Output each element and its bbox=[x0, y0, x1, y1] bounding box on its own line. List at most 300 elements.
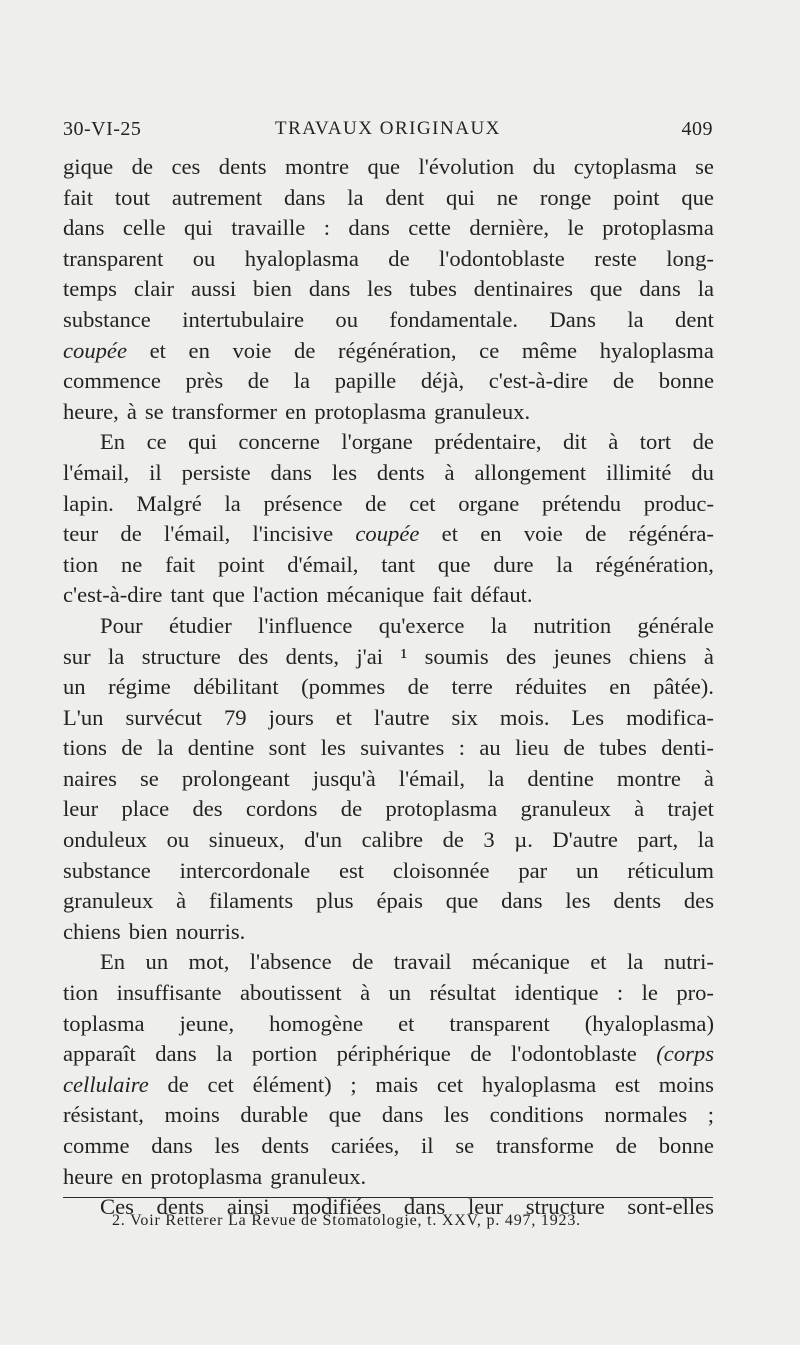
word: de bbox=[294, 337, 316, 363]
word: de bbox=[612, 368, 635, 394]
word: il bbox=[149, 459, 162, 485]
word: conditions bbox=[489, 1102, 584, 1128]
word: ce bbox=[146, 429, 167, 455]
word: est bbox=[338, 857, 365, 883]
word: voie bbox=[523, 521, 563, 547]
text-line bbox=[63, 1039, 714, 1070]
word: l'émail, bbox=[63, 459, 130, 485]
word: la bbox=[157, 735, 174, 761]
text-line bbox=[63, 366, 714, 397]
word: le bbox=[641, 980, 658, 1006]
text-line bbox=[63, 733, 714, 764]
body-text bbox=[63, 152, 714, 1223]
word: se bbox=[139, 765, 159, 791]
word: par bbox=[518, 857, 548, 883]
word: c'est-à-dire bbox=[488, 368, 589, 394]
word: granuleux bbox=[63, 888, 154, 914]
word: substance bbox=[63, 857, 151, 883]
word: bien bbox=[253, 276, 292, 302]
word: place bbox=[121, 796, 170, 822]
word: heure, bbox=[63, 398, 119, 424]
word: que bbox=[212, 582, 245, 608]
running-head-date: 30-VI-25 bbox=[63, 118, 142, 140]
word: celle bbox=[122, 215, 166, 241]
word: allongement bbox=[474, 459, 587, 485]
word: de bbox=[352, 949, 374, 975]
word: jeunes bbox=[553, 643, 612, 669]
word: granuleux. bbox=[270, 1163, 367, 1189]
word: du bbox=[532, 154, 556, 179]
word: bien bbox=[128, 918, 168, 944]
word: autrement bbox=[171, 184, 263, 210]
text-line bbox=[63, 825, 714, 856]
word: ne bbox=[120, 551, 143, 577]
word: dernière, bbox=[469, 215, 550, 241]
word: dents bbox=[376, 459, 425, 485]
word: la bbox=[216, 1041, 233, 1067]
word: jusqu'à bbox=[312, 765, 376, 791]
word: à bbox=[634, 796, 645, 822]
word: de bbox=[120, 521, 142, 547]
word: Malgré bbox=[136, 490, 202, 516]
word: l'odontoblaste bbox=[511, 1041, 637, 1067]
word: persiste bbox=[181, 459, 251, 485]
word: ou bbox=[192, 245, 216, 271]
word: élément) bbox=[252, 1071, 332, 1097]
word: ¹ bbox=[400, 643, 408, 669]
word: la bbox=[627, 306, 644, 332]
word: trajet bbox=[667, 796, 714, 822]
word: se bbox=[144, 398, 164, 424]
word: en bbox=[188, 337, 210, 363]
word: que bbox=[681, 184, 714, 210]
word: que bbox=[437, 551, 471, 577]
footnote-text: 2. Voir Retterer La Revue de Stomatologie, t. XXV, p. 497, 1923. bbox=[112, 1212, 581, 1229]
text-line bbox=[63, 1070, 714, 1101]
word: survécut bbox=[125, 704, 202, 730]
word: un bbox=[63, 674, 86, 700]
word: six bbox=[451, 704, 478, 730]
word: dans bbox=[284, 184, 326, 210]
word: granuleux bbox=[520, 796, 611, 822]
word: gique bbox=[63, 154, 114, 179]
word: suivantes bbox=[360, 735, 445, 761]
word: substance bbox=[63, 306, 151, 332]
word: point bbox=[217, 551, 265, 577]
word: des bbox=[192, 796, 223, 822]
word: sont-elles bbox=[627, 1194, 714, 1220]
word: heure bbox=[63, 1163, 114, 1189]
word: 79 bbox=[223, 704, 247, 730]
word: les bbox=[331, 459, 357, 485]
word: denti- bbox=[661, 735, 714, 761]
word: régime bbox=[108, 674, 171, 700]
word: normales bbox=[604, 1102, 688, 1128]
word: cet bbox=[436, 1071, 464, 1097]
word: travail bbox=[393, 949, 452, 975]
word: de bbox=[470, 1041, 492, 1067]
text-line bbox=[63, 703, 714, 734]
text-line bbox=[63, 886, 714, 917]
text-line bbox=[63, 672, 714, 703]
word: étudier bbox=[169, 612, 232, 638]
word: l'organe bbox=[341, 429, 413, 455]
word: dit bbox=[562, 429, 587, 455]
word: dans bbox=[155, 1041, 197, 1067]
word: pro- bbox=[676, 980, 714, 1006]
word: en bbox=[121, 1163, 143, 1189]
word: cloisonnée bbox=[392, 857, 490, 883]
word: D'autre bbox=[552, 827, 618, 853]
word: de bbox=[563, 735, 585, 761]
word: de bbox=[340, 796, 363, 822]
word: et bbox=[398, 1010, 415, 1036]
word: calibre bbox=[361, 827, 424, 853]
word: moins bbox=[164, 1102, 220, 1128]
text-line bbox=[63, 1009, 714, 1040]
word: l'autre bbox=[374, 704, 430, 730]
text-line bbox=[63, 152, 714, 183]
word: tion bbox=[63, 551, 99, 577]
word: que bbox=[328, 1102, 362, 1128]
text-line bbox=[63, 336, 714, 367]
text-line bbox=[63, 183, 714, 214]
word: hyaloplasma bbox=[244, 245, 359, 271]
word: à bbox=[360, 980, 371, 1006]
word: ou bbox=[166, 827, 190, 853]
word: de bbox=[131, 154, 153, 179]
word: l'incisive bbox=[252, 521, 334, 547]
word: mot, bbox=[188, 949, 230, 975]
word: dentine bbox=[187, 735, 255, 761]
word: commence bbox=[63, 368, 161, 394]
word: travaille bbox=[231, 215, 306, 241]
word: ne bbox=[496, 184, 519, 210]
word: Les bbox=[571, 704, 605, 730]
word: ; bbox=[707, 1102, 714, 1128]
word: les bbox=[443, 1102, 469, 1128]
word: la bbox=[697, 827, 714, 853]
word: reste bbox=[594, 245, 637, 271]
word: réduites bbox=[515, 674, 587, 700]
word: et bbox=[149, 337, 166, 363]
word: à bbox=[608, 429, 619, 455]
word: coupée bbox=[63, 337, 127, 363]
word: résistant, bbox=[63, 1102, 144, 1128]
word: du bbox=[691, 459, 714, 485]
word: la bbox=[626, 949, 644, 975]
running-head-title: TRAVAUX ORIGINAUX bbox=[275, 118, 501, 139]
word: épais bbox=[376, 888, 423, 914]
word: de bbox=[365, 490, 387, 516]
word: homogène bbox=[269, 1010, 364, 1036]
word: illimité bbox=[606, 459, 672, 485]
word: voie bbox=[232, 337, 272, 363]
word: ; bbox=[350, 1071, 357, 1097]
word: ces bbox=[171, 154, 201, 179]
text-line bbox=[63, 642, 714, 673]
word: temps bbox=[63, 276, 117, 302]
word: intertubulaire bbox=[182, 306, 304, 332]
word: coupée bbox=[355, 521, 420, 547]
word: comme bbox=[63, 1133, 130, 1158]
word: prédentaire, bbox=[434, 429, 542, 455]
word: tubes bbox=[599, 735, 647, 761]
word: en bbox=[480, 521, 502, 547]
word: de bbox=[247, 368, 270, 394]
word: régénération, bbox=[595, 551, 714, 577]
word: mécanique bbox=[326, 582, 425, 608]
word: cordons bbox=[245, 796, 318, 822]
word: la bbox=[488, 765, 505, 791]
word: cette bbox=[408, 215, 451, 241]
word: l'odontoblaste bbox=[439, 245, 565, 271]
word: le bbox=[567, 215, 584, 241]
word: nutrition bbox=[533, 612, 612, 638]
text-line bbox=[63, 917, 714, 948]
word: leur bbox=[63, 796, 99, 822]
word: dents bbox=[261, 1133, 310, 1158]
word: dure bbox=[493, 551, 534, 577]
word: portion bbox=[251, 1041, 318, 1067]
word: tant bbox=[170, 582, 205, 608]
word: hyaloplasma bbox=[599, 337, 714, 363]
word: cellulaire bbox=[63, 1071, 149, 1097]
word: prolongeant bbox=[181, 765, 290, 791]
running-head bbox=[63, 118, 713, 148]
word: l'influence bbox=[258, 612, 353, 638]
word: jours bbox=[268, 704, 314, 730]
word: hyaloplasma bbox=[481, 1071, 597, 1097]
word: à bbox=[444, 459, 455, 485]
word: En bbox=[100, 949, 126, 975]
word: sont bbox=[268, 735, 307, 761]
word: dans bbox=[63, 215, 105, 241]
word: moins bbox=[658, 1071, 714, 1097]
word: modifiées bbox=[292, 1194, 382, 1220]
word: qu'exerce bbox=[378, 612, 465, 638]
word: les bbox=[565, 888, 591, 914]
word: Dans bbox=[549, 306, 596, 332]
text-line bbox=[63, 244, 714, 275]
word: toplasma bbox=[63, 1010, 145, 1036]
word: tubes bbox=[409, 276, 457, 302]
text-line bbox=[63, 1131, 714, 1162]
word: identique bbox=[514, 980, 599, 1006]
word: l'émail, bbox=[164, 521, 231, 547]
word: plus bbox=[315, 888, 354, 914]
word: protoplasma bbox=[385, 796, 498, 822]
text-line bbox=[63, 427, 714, 458]
word: mois. bbox=[499, 704, 550, 730]
word: l'action bbox=[252, 582, 319, 608]
word: L'un bbox=[63, 704, 104, 730]
word: soumis bbox=[424, 643, 489, 669]
page-number: 409 bbox=[681, 118, 713, 140]
word: lieu bbox=[515, 735, 549, 761]
word: de bbox=[407, 674, 429, 700]
word: nutri- bbox=[663, 949, 714, 975]
word: aboutissent bbox=[239, 980, 342, 1006]
footnote bbox=[112, 1212, 712, 1230]
word: dentinaires bbox=[473, 276, 573, 302]
word: ce bbox=[479, 337, 500, 363]
word: tant bbox=[381, 551, 416, 577]
text-line bbox=[63, 1162, 714, 1193]
word: : bbox=[323, 215, 330, 241]
word: déjà, bbox=[420, 368, 465, 394]
word: près bbox=[185, 368, 224, 394]
word: au bbox=[479, 735, 501, 761]
word: jeune, bbox=[179, 1010, 235, 1036]
word: l'évolution bbox=[418, 154, 515, 179]
word: (corps bbox=[656, 1041, 714, 1067]
word: 3 bbox=[483, 827, 495, 853]
word: part, bbox=[637, 827, 679, 853]
word: dans bbox=[151, 1133, 193, 1158]
word: de bbox=[388, 245, 410, 271]
text-line bbox=[63, 458, 714, 489]
word: les bbox=[214, 1133, 240, 1158]
word: tout bbox=[114, 184, 151, 210]
text-line bbox=[63, 794, 714, 825]
word: la bbox=[697, 276, 714, 302]
word: défaut. bbox=[470, 582, 533, 608]
word: cet bbox=[409, 490, 436, 516]
word: dent bbox=[385, 184, 425, 210]
text-line bbox=[63, 978, 714, 1009]
word: protoplasma bbox=[150, 1163, 263, 1189]
word: terre bbox=[451, 674, 493, 700]
word: bonne bbox=[658, 368, 714, 394]
text-line bbox=[63, 213, 714, 244]
word: cet bbox=[207, 1071, 234, 1097]
word: protoplasma bbox=[314, 398, 427, 424]
word: filaments bbox=[209, 888, 294, 914]
word: durable bbox=[240, 1102, 309, 1128]
word: débilitant bbox=[193, 674, 279, 700]
word: régénération, bbox=[337, 337, 457, 363]
word: ronge bbox=[539, 184, 592, 210]
word: dents bbox=[156, 1194, 205, 1220]
word: bonne bbox=[658, 1133, 714, 1158]
text-line bbox=[63, 550, 714, 581]
word: de bbox=[121, 735, 143, 761]
word: protoplasma bbox=[602, 215, 714, 241]
word: que bbox=[445, 888, 479, 914]
word: transparent bbox=[449, 1010, 550, 1036]
text-line bbox=[63, 764, 714, 795]
word: transformer bbox=[171, 398, 278, 424]
word: des bbox=[506, 643, 537, 669]
word: dents, bbox=[285, 643, 340, 669]
word: montre bbox=[616, 765, 681, 791]
text-line bbox=[63, 611, 714, 642]
word: la bbox=[556, 551, 573, 577]
word: à bbox=[703, 765, 714, 791]
word: clair bbox=[133, 276, 175, 302]
word: nourris. bbox=[175, 918, 246, 944]
word: l'absence bbox=[249, 949, 332, 975]
word: granuleux. bbox=[434, 398, 531, 424]
word: tion bbox=[63, 980, 99, 1006]
word: l'émail, bbox=[398, 765, 466, 791]
word: qui bbox=[188, 429, 217, 455]
word: leur bbox=[467, 1194, 504, 1220]
word: même bbox=[521, 337, 578, 363]
word: sinueux, bbox=[208, 827, 285, 853]
text-line bbox=[63, 1100, 714, 1131]
word: tions bbox=[63, 735, 107, 761]
word: modifica- bbox=[626, 704, 714, 730]
word: transparent bbox=[63, 245, 164, 271]
word: montre bbox=[284, 154, 349, 179]
word: ou bbox=[335, 306, 358, 332]
word: papille bbox=[334, 368, 397, 394]
word: cariées, bbox=[330, 1133, 400, 1158]
word: et bbox=[590, 949, 607, 975]
word: des bbox=[238, 643, 269, 669]
word: fait bbox=[63, 184, 94, 210]
word: ainsi bbox=[226, 1194, 270, 1220]
word: insuffisante bbox=[116, 980, 222, 1006]
word: et bbox=[441, 521, 458, 547]
word: structure bbox=[525, 1194, 605, 1220]
word: onduleux bbox=[63, 827, 148, 853]
word: et bbox=[335, 704, 353, 730]
word: En bbox=[100, 429, 126, 455]
text-line bbox=[63, 274, 714, 305]
word: que bbox=[367, 154, 401, 179]
word: pâtée). bbox=[653, 674, 714, 700]
word: à bbox=[703, 643, 714, 669]
word: : bbox=[616, 980, 624, 1006]
word: dans bbox=[501, 888, 543, 914]
word: chiens bbox=[628, 643, 687, 669]
word: µ. bbox=[514, 827, 533, 853]
word: il bbox=[421, 1133, 434, 1158]
text-line bbox=[63, 580, 714, 611]
text-line bbox=[63, 856, 714, 887]
word: se bbox=[455, 1133, 475, 1158]
word: un bbox=[575, 857, 599, 883]
word: de bbox=[692, 429, 714, 455]
word: long- bbox=[666, 245, 714, 271]
word: les bbox=[367, 276, 393, 302]
text-line bbox=[63, 489, 714, 520]
word: la bbox=[347, 184, 364, 210]
word: périphérique bbox=[336, 1041, 451, 1067]
word: chiens bbox=[63, 918, 121, 944]
word: générale bbox=[637, 612, 714, 638]
word: résultat bbox=[429, 980, 497, 1006]
word: Pour bbox=[100, 612, 143, 638]
word: dents bbox=[218, 154, 267, 179]
word: prétendu bbox=[541, 490, 622, 516]
word: à bbox=[126, 398, 137, 424]
word: point bbox=[613, 184, 660, 210]
word: dans bbox=[381, 1102, 424, 1128]
word: fondamentale. bbox=[389, 306, 519, 332]
word: dans bbox=[270, 459, 312, 485]
word: mais bbox=[375, 1071, 419, 1097]
word: présence bbox=[263, 490, 343, 516]
word: teur bbox=[63, 521, 99, 547]
word: la bbox=[224, 490, 241, 516]
word: concerne bbox=[238, 429, 320, 455]
word: les bbox=[320, 735, 346, 761]
word: un bbox=[388, 980, 412, 1006]
